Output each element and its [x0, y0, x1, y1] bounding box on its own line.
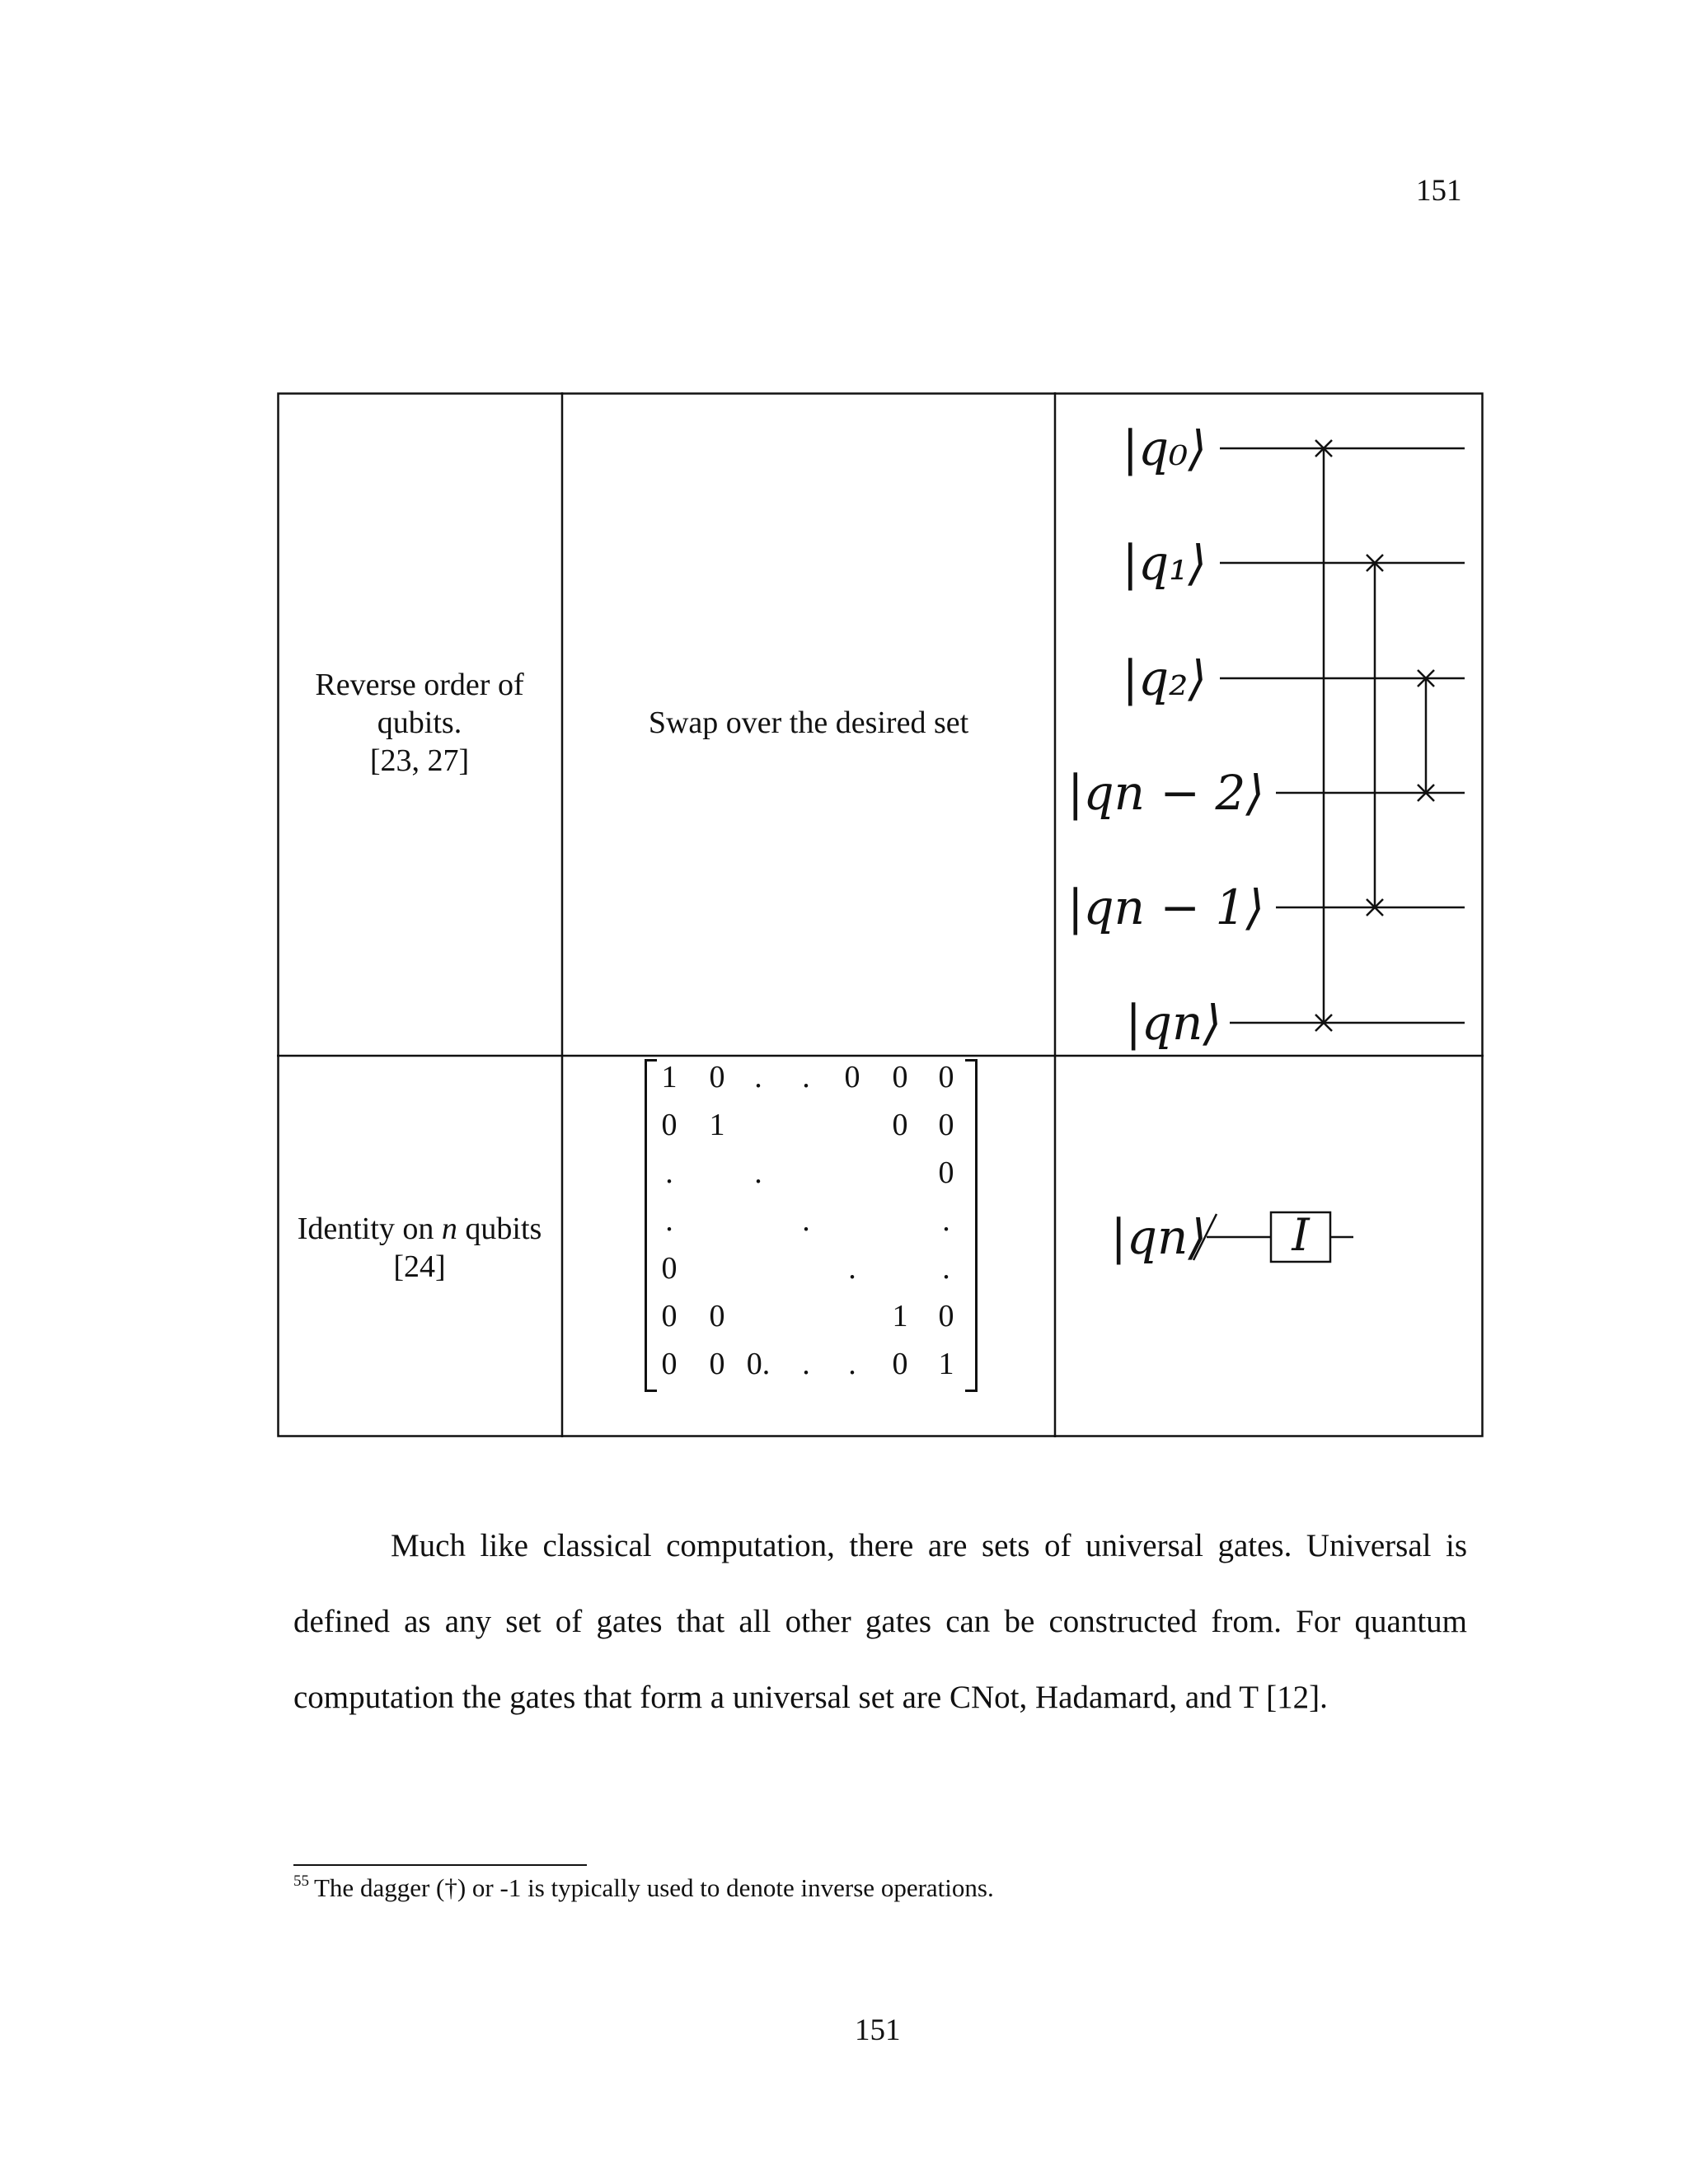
- matrix-entry: .: [754, 1155, 762, 1190]
- row1-desc-line3: [23, 27]: [369, 743, 470, 778]
- row2-desc-prefix: Identity on: [297, 1212, 442, 1246]
- matrix-entry: 0: [661, 1251, 678, 1286]
- matrix-entry: .: [802, 1060, 810, 1094]
- matrix-entry: .: [848, 1251, 856, 1286]
- matrix-entry: .: [802, 1203, 810, 1238]
- matrix-entry: 0: [661, 1299, 678, 1333]
- matrix-entry: 1: [892, 1299, 908, 1333]
- swap-circuit-wires: [1055, 392, 1484, 1056]
- matrix-entry: 0: [709, 1347, 725, 1381]
- matrix-entry: .: [665, 1203, 673, 1238]
- identity-circuit: [1055, 1056, 1484, 1437]
- qubit-label-qn-2: |qn − 2⟩: [1067, 765, 1264, 821]
- swap-circuit: [1055, 392, 1484, 1056]
- matrix-right-bracket: [965, 1059, 978, 1392]
- footnote: [293, 1872, 994, 1903]
- matrix-entry: 1: [709, 1108, 725, 1142]
- matrix-entry: .: [754, 1060, 762, 1094]
- page-number-top: 151: [1416, 174, 1462, 208]
- gate-table: [277, 392, 1484, 1437]
- row1-desc-line1: Reverse order of: [315, 668, 524, 702]
- matrix-entry: 0: [938, 1155, 954, 1190]
- matrix-entry: 0: [709, 1060, 725, 1094]
- row2-desc-var: n: [441, 1212, 457, 1246]
- matrix-entry: 0: [709, 1299, 725, 1333]
- row1-matrix-text: Swap over the desired set: [648, 705, 969, 740]
- row1-desc-line2: qubits.: [377, 705, 462, 740]
- matrix-entry: 0: [938, 1060, 954, 1094]
- matrix-entry: 0: [892, 1108, 908, 1142]
- matrix-entry: 0: [661, 1108, 678, 1142]
- body-paragraph: Much like classical computation, there are sets of universal gates. Universal is defined as any set of gates that all other gates can be constructed from. For quantum computation the gates that form a universal set are CNot, Hadamard, and T [12].: [293, 1528, 1467, 1715]
- qubit-label-q2: |q₂⟩: [1122, 650, 1207, 706]
- matrix-entry: .: [802, 1347, 810, 1381]
- matrix-entry: 0: [938, 1299, 954, 1333]
- matrix-entry: 0: [892, 1060, 908, 1094]
- row2-desc-line1: [277, 1210, 562, 1248]
- footnote-text: The dagger (†) or -1 is typically used to denote inverse operations.: [314, 1873, 994, 1902]
- register-label-qn: |qn⟩: [1110, 1209, 1207, 1265]
- footnote-rule: [293, 1864, 587, 1866]
- matrix-entry: 0: [892, 1347, 908, 1381]
- matrix-entry: 0: [844, 1060, 860, 1094]
- qubit-label-q1: |q₁⟩: [1122, 535, 1207, 591]
- identity-matrix: [645, 1056, 978, 1394]
- row2-desc-line2: [24]: [393, 1249, 446, 1284]
- matrix-entry: .: [848, 1347, 856, 1381]
- matrix-entry: .: [942, 1251, 950, 1286]
- row2-desc-suffix: qubits: [457, 1212, 542, 1246]
- identity-gate-label: I: [1292, 1209, 1310, 1261]
- matrix-entry: .: [942, 1203, 950, 1238]
- qubit-label-qn-1: |qn − 1⟩: [1067, 879, 1264, 935]
- matrix-entry: 0.: [746, 1347, 771, 1381]
- qubit-label-q0: |q₀⟩: [1122, 420, 1207, 476]
- matrix-entry: 1: [661, 1060, 678, 1094]
- row1-description: [277, 666, 562, 780]
- page-number-bottom: 151: [855, 2013, 901, 2047]
- qubit-label-qn: |qn⟩: [1125, 995, 1221, 1051]
- matrix-entry: 0: [938, 1108, 954, 1142]
- footnote-marker: 55: [293, 1872, 309, 1890]
- matrix-entry: 1: [938, 1347, 954, 1381]
- matrix-entry: .: [665, 1155, 673, 1190]
- matrix-entry: 0: [661, 1347, 678, 1381]
- row2-description: [277, 1210, 562, 1286]
